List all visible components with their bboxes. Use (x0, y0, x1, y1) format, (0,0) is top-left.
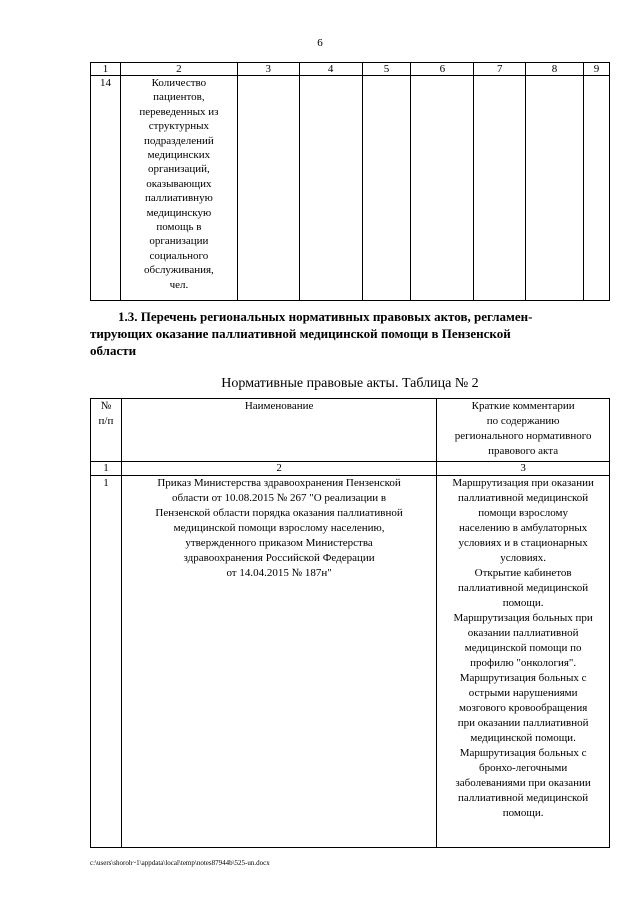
cell-line: помощи. (502, 807, 544, 819)
indicator-name-cell (120, 76, 237, 301)
cell-line: Маршрутизация больных с (459, 672, 587, 684)
cell-line: от 14.04.2015 № 187н" (226, 567, 332, 579)
table-2-header-row (91, 399, 610, 462)
empty-cell (583, 76, 609, 301)
act-comment-cell (437, 476, 610, 848)
table-1-col-number: 7 (474, 63, 526, 76)
cell-line: пациентов, (153, 91, 205, 104)
cell-line: организации (149, 235, 209, 248)
col-number: 3 (437, 462, 610, 476)
cell-line: чел. (169, 278, 189, 291)
cell-line: Приказ Министерства здравоохранения Пензенской (157, 477, 401, 489)
cell-line: паллиативной медицинской (458, 792, 589, 804)
header-line: п/п (98, 415, 114, 427)
num-header (91, 399, 122, 462)
cell-line: медицинскую (146, 206, 212, 219)
section-heading-line: области (90, 343, 137, 358)
header-line: Краткие комментарии (471, 400, 575, 412)
cell-line: Маршрутизация больных с (459, 747, 587, 759)
header-line: регионального нормативного (454, 430, 592, 442)
cell-line: при оказании паллиативной (457, 717, 589, 729)
table-row (91, 76, 610, 301)
cell-line: Маршрутизация при оказании (452, 477, 594, 489)
cell-line: медицинской помощи взрослому населению, (173, 522, 385, 534)
col-number: 2 (121, 462, 436, 476)
cell-line: условиях и в стационарных (458, 537, 588, 549)
cell-line: заболеваниями при оказании (455, 777, 591, 789)
cell-line: паллиативную (144, 192, 213, 205)
table-1-col-number: 8 (526, 63, 584, 76)
cell-line: медицинской помощи. (470, 732, 576, 744)
cell-line: оказании паллиативной (467, 627, 579, 639)
table-1-col-number: 3 (237, 63, 299, 76)
cell-line: населению в амбулаторных (458, 522, 588, 534)
table-row (91, 476, 610, 848)
section-heading-line: тирующих оказание паллиативной медицинской помощи в Пензенской (90, 326, 511, 341)
section-heading (90, 308, 610, 359)
cell-line: структурных (148, 120, 210, 133)
cell-line: подразделений (144, 134, 214, 147)
cell-line: острыми нарушениями (468, 687, 578, 699)
cell-line: Количество (151, 77, 207, 89)
comment-header (437, 399, 610, 462)
document-path-footer: c:\users\shoroh~1\appdata\local\temp\notes87944b\525-un.docx (90, 859, 270, 867)
cell-line: паллиативной медицинской (458, 492, 589, 504)
empty-cell (474, 76, 526, 301)
table-1-col-number: 4 (299, 63, 362, 76)
empty-cell (237, 76, 299, 301)
table-1-header-row (91, 63, 610, 76)
cell-line: обслуживания, (143, 264, 214, 277)
table-1-col-number: 1 (91, 63, 121, 76)
cell-line: оказывающих (146, 177, 212, 190)
cell-line: здравоохранения Российской Федерации (183, 552, 375, 564)
col-number: 1 (91, 462, 122, 476)
cell-line: мозгового кровообращения (458, 702, 588, 714)
cell-line: организаций, (147, 163, 210, 176)
cell-line: Пензенской области порядка оказания паллиативной (155, 507, 403, 519)
header-line: по содержанию (486, 415, 560, 427)
cell-line: Маршрутизация больных при (453, 612, 593, 624)
cell-line: помощь в (156, 221, 202, 234)
page-number: 6 (317, 37, 323, 49)
name-header: Наименование (121, 399, 436, 462)
cell-line: утвержденного приказом Министерства (185, 537, 373, 549)
table-1-col-number: 6 (411, 63, 474, 76)
empty-cell (411, 76, 474, 301)
cell-line: переведенных из (139, 105, 219, 118)
cell-line: Открытие кабинетов (474, 567, 572, 579)
empty-cell (362, 76, 411, 301)
table-1-col-number: 5 (362, 63, 411, 76)
table-1-col-number: 9 (583, 63, 609, 76)
cell-line: бронхо-легочными (479, 762, 568, 774)
cell-line: паллиативной медицинской (458, 582, 589, 594)
table-2-caption: Нормативные правовые акты. Таблица № 2 (221, 376, 479, 391)
table-2-column-numbers (91, 462, 610, 476)
cell-line: профилю "онкология". (470, 657, 577, 669)
header-line: № (100, 400, 112, 412)
cell-line: социального (149, 249, 209, 262)
cell-line: условиях. (500, 552, 546, 564)
table-1-col-number: 2 (120, 63, 237, 76)
table-2 (90, 398, 610, 848)
header-line: правового акта (488, 445, 559, 457)
cell-line: области от 10.08.2015 № 267 "О реализации в (172, 492, 387, 504)
empty-cell (526, 76, 584, 301)
table-1 (90, 62, 610, 301)
act-name-cell (121, 476, 436, 848)
row-number: 14 (91, 76, 121, 301)
row-number: 1 (91, 476, 122, 848)
cell-line: помощи. (502, 597, 544, 609)
cell-line: помощи взрослому (478, 507, 568, 519)
section-heading-line: 1.3. Перечень региональных нормативных правовых актов, регламен- (118, 309, 533, 324)
cell-line: медицинских (147, 149, 211, 162)
cell-line: медицинской помощи по (464, 642, 582, 654)
empty-cell (299, 76, 362, 301)
